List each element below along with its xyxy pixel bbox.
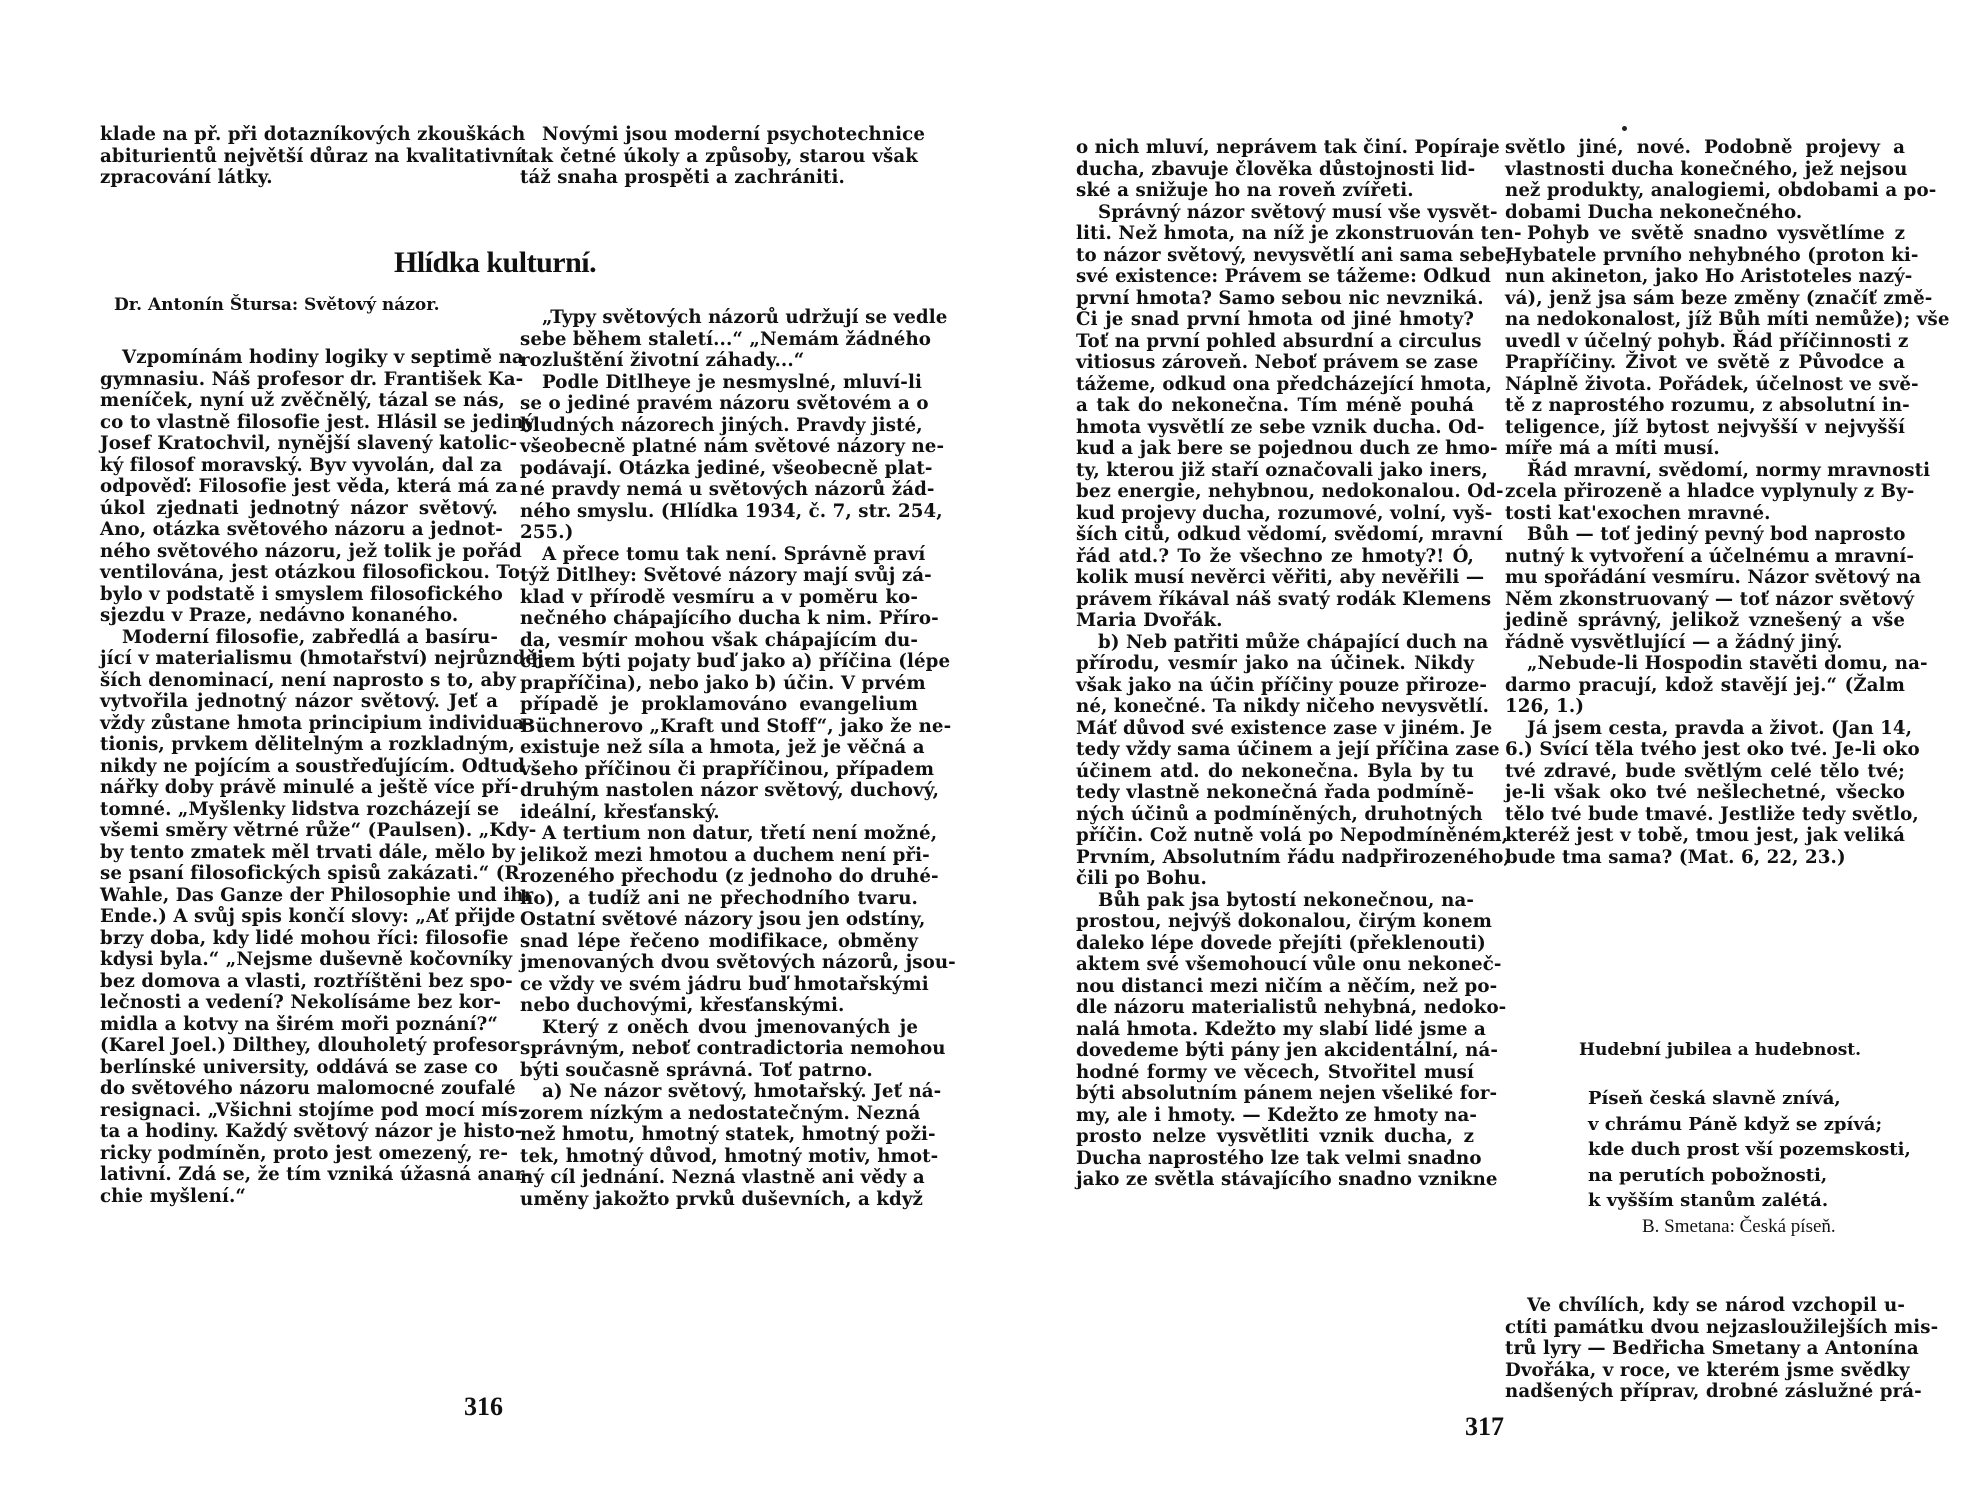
text-line: ricky podmíněn, proto jest omezený, re- [100,1142,509,1164]
text-line: Ende.) A svůj spis končí slovy: „Ať přijde [100,906,516,927]
text-line: tě z naprostého rozumu, z absolutní in- [1505,395,1910,416]
text-line: sjezdu v Praze, nedávno konaného. [100,605,459,626]
text-line: A přece tomu tak není. Správně praví [542,543,926,565]
paragraph [520,1081,942,1210]
text-line: tionis, prvkem dělitelným a rozkladným, [100,734,515,755]
text-line: prosto nelze vysvětliti vznik ducha, z [1076,1126,1474,1147]
text-line: (Karel Joel.) Dilthey, dlouholetý profesor [100,1035,520,1056]
text-line: zcela přirozeně a hladce vyplynuly z By- [1505,481,1915,502]
text-line: b) Neb patřiti může chápající duch na [1098,631,1489,653]
text-line: hodné formy ve věcech, Stvořitel musí [1076,1061,1474,1083]
text-line: klad v přírodě vesmíru a v poměru ko- [520,586,918,608]
paragraph [1076,137,1500,202]
text-line: darmo pracují, kdož stavějí jej.“ (Žalm [1505,674,1905,696]
text-line: bludných názorech jiných. Pravdy jisté, [520,414,923,436]
text-line: přírodu, vesmír jako na účinek. Nikdy [1076,653,1474,674]
paragraph [520,543,952,824]
text-line: sebe během staletí...“ „Nemám žádného [520,328,932,350]
paragraph [100,347,535,627]
paragraph [1505,717,1920,869]
text-line: týž Ditlhey: Světové názory mají svůj zá- [520,565,932,586]
paragraph [1076,201,1522,632]
text-line: lečnosti a vedení? Nekolísáme bez kor- [100,992,501,1013]
text-line: nutný k vytvoření a účelnému a mravní- [1505,545,1915,567]
text-line: nou distanci mezi ničím a něčím, než po- [1076,975,1498,997]
text-line: tedy vlastně nekonečná řada podmíně- [1076,782,1474,803]
text-line: Toť na první pohled absurdní a circulus [1076,330,1482,352]
text-line: to názor světový, nevysvětlí ani sama sebe, [1076,244,1513,266]
text-line: Či je snad první hmota od jiné hmoty? [1076,309,1474,330]
text-line: abiturientů největší důraz na kvalitativní [100,145,523,167]
text-line: Správný názor světový musí vše vysvět- [1098,201,1498,223]
scan-speck [1622,126,1627,131]
text-line: co to vlastně filosofie jest. Hlásil se jediný [100,411,535,433]
text-line: A tertium non datur, třetí není možné, [542,823,938,844]
paragraph [1505,459,1931,525]
text-line: vitiosus zároveň. Neboť právem se zase [1076,352,1479,373]
paragraph [1505,653,1928,718]
left-page-col2-top [520,124,925,189]
text-line: tek, hmotný důvod, hmotný motiv, hmot- [520,1145,939,1167]
text-line: by tento zmatek měl trvati dále, mělo by [100,841,516,863]
right-page-col2-body [1505,137,1950,868]
text-line: býti absolutním pánem nejen všeliké for- [1076,1083,1498,1104]
text-line: tomné. „Myšlenky lidstva rozcházejí se [100,798,500,820]
text-line: jelikož mezi hmotou a duchem není při- [520,844,930,866]
text-line: Wahle, Das Ganze der Philosophie und ihr [100,884,534,906]
text-line: Moderní filosofie, zabředlá a basíru- [122,626,498,648]
text-line: první hmota? Samo sebou nic nevzniká. [1076,287,1484,309]
text-line: Náplně života. Pořádek, účelnost ve svě- [1505,373,1919,395]
text-line: 6.) Svící těla tvého jest oko tvé. Je-li oko [1505,739,1920,760]
paragraph [520,371,945,544]
text-line: „Typy světových názorů udržují se vedle [542,307,948,328]
text-line: snad lépe řečeno modifikace, obměny [520,930,918,952]
paragraph [1505,223,1950,460]
text-line: aktem své všemohoucí vůle onu nekoneč- [1076,954,1502,975]
text-line: jedině správný, jelikož vznešený a vše [1505,610,1905,631]
text-line: správným, neboť contradictoria nemohou [520,1038,946,1059]
text-line: o nich mluví, neprávem tak činí. Popíraje [1076,137,1500,158]
text-line: gymnasiu. Náš profesor dr. František Ka- [100,368,524,390]
text-line: bez energie, nehybnou, nedokonalou. Od- [1076,481,1504,502]
text-line: mu spořádání vesmíru. Názor světový na [1505,567,1922,588]
text-line: brzy doba, kdy lidé mohou říci: filosofie [100,927,509,949]
text-line: míře má a míti musí. [1505,438,1720,459]
text-line: prostou, nejvýš dokonalou, čirým konem [1076,911,1492,932]
text-line: Já jsem cesta, pravda a život. (Jan 14, [1527,717,1913,739]
text-line: Bůh pak jsa bytostí nekonečnou, na- [1098,889,1474,911]
text-line: nečného chápajícího ducha k nim. Příro- [520,608,939,629]
paragraph [1076,631,1510,890]
text-line: Ostatní světové názory jsou jen odstíny, [520,909,926,930]
text-line: ventilována, jest otázkou filosofickou. To [100,562,521,583]
text-line: jmenovaných dvou světových názorů, jsou- [520,952,956,973]
text-line: Josef Kratochvil, nynější slavený katolic- [100,433,518,454]
text-line: chem býti pojaty buď jako a) příčina (lépe [520,651,951,672]
text-line: tážeme, odkud ona předcházející hmota, [1076,373,1493,395]
paragraph [520,307,948,372]
text-line: da, vesmír mohou však chápajícím du- [520,629,918,651]
text-line: kdysi byla.“ „Nejsme duševně kočovníky [100,949,513,970]
text-line: vždy zůstane hmota principium individua- [100,712,533,734]
text-line: né, konečné. Ta nikdy ničeho nevysvětlí. [1076,696,1490,717]
text-line: Novými jsou moderní psychotechnice [542,124,925,145]
text-line: své existence: Právem se tážeme: Odkud [1076,266,1491,287]
text-line: kteréž jest v tobě, tmou jest, jak veliká [1505,825,1905,846]
text-line: lativní. Zdá se, že tím vzniká úžasná anar- [100,1164,532,1185]
text-line: však jako na účin příčiny pouze přiroze- [1076,674,1488,696]
text-line: ký filosof moravský. Byv vyvolán, dal za [100,454,503,476]
text-line: Maria Dvořák. [1076,610,1223,631]
text-line: nadšených příprav, drobné záslužné prá- [1505,1381,1922,1402]
text-line: my, ale i hmoty. — Kdežto ze hmoty na- [1076,1104,1478,1126]
text-line: zpracování látky. [100,167,273,188]
text-line: uměny jakožto prvků duševních, a když [520,1188,923,1210]
text-line: než produkty, analogiemi, obdobami a po- [1505,180,1937,201]
text-line: ných účinů a podmíněných, druhotných [1076,803,1483,825]
text-line: existuje než síla a hmota, jež je věčná a [520,737,925,758]
page-number-left: 316 [464,1392,503,1421]
text-line: Vzpomínám hodiny logiky v septimě na [122,347,524,368]
text-line: příčin. Což nutně volá po Nepodmíněném, [1076,825,1509,846]
text-line: řádně vysvětlující — a žádný jiný. [1505,631,1843,653]
text-line: bude tma sama? (Mat. 6, 22, 23.) [1505,846,1846,868]
text-line: ného světového názoru, jež tolik je pořád [100,540,522,562]
text-line: kud a jak bere se pojednou duch ze hmo- [1076,438,1498,459]
text-line: daleko lépe dovede přejíti (překlenouti) [1076,932,1486,954]
text-line: Pohyb ve světě snadno vysvětlíme z [1527,223,1905,244]
text-line: než hmotu, hmotný statek, hmotný poži- [520,1124,936,1145]
paragraph [520,1016,946,1082]
text-line: se o jediné pravém názoru světovém a o [520,393,929,414]
text-line: midla a kotvy na širém moři poznání?“ [100,1013,498,1035]
text-line: ný cíl jednání. Nezná vlastně ani vědy a [520,1167,925,1188]
text-line: Hybatele prvního nehybného (proton ki- [1505,244,1919,266]
text-line: ducha, zbavuje člověka důstojnosti lid- [1076,158,1476,180]
text-line: trů lyry — Bedřicha Smetany a Antonína [1505,1338,1919,1359]
text-line: dle názoru materialistů nehybná, nedoko- [1076,997,1507,1018]
text-line: světlo jiné, nové. Podobně projevy a [1505,137,1905,158]
text-line: Prvním, Absolutním řádu nadpřirozeného, [1076,846,1510,868]
poem-line: na perutích pobožnosti, [1588,1164,1828,1186]
text-line: ce vždy ve svém jádru buď hmotařskými [520,973,929,995]
text-line: prapříčina), nebo jako b) účin. V prvém [520,672,926,694]
poem-line: v chrámu Páně když se zpívá; [1588,1113,1883,1135]
text-line: tvé zdravé, bude světlým celé tělo tvé; [1505,760,1905,782]
text-line: zorem nízkým a nedostatečným. Nezná [520,1102,921,1124]
text-line: Ducha naprostého lze tak velmi snadno [1076,1147,1482,1169]
text-line: jako ze světla stávajícího snadno vznikne [1076,1169,1498,1190]
text-line: 126, 1.) [1505,696,1585,717]
text-line: meníček, nyní už zvěčnělý, tázal se nás, [100,390,505,411]
text-line: býti současně správná. Toť patrno. [520,1059,873,1081]
text-line: Prapříčiny. Život ve světě z Původce a [1505,352,1905,373]
text-line: všeho příčinou či prapříčinou, případem [520,758,935,780]
text-line: podávají. Otázka jediné, všeobecně plat- [520,457,933,479]
text-line: tak četné úkoly a způsoby, starou však [520,145,918,167]
poem-line: k vyšším stanům zalétá. [1588,1190,1829,1211]
text-line: ších denominací, není naprosto s to, aby [100,669,516,691]
text-line: Který z oněch dvou jmenovaných je [542,1016,918,1038]
text-line: rozeného přechodu (z jednoho do druhé- [520,866,939,887]
text-line: nikdy ne pojícím a soustřeďujícím. Odtud [100,755,526,777]
text-line: resignaci. „Všichni stojíme pod mocí mís- [100,1099,526,1121]
text-line: druhým nastolen názor světový, duchový, [520,780,940,801]
text-line: ného smyslu. (Hlídka 1934, č. 7, str. 254, [520,500,943,522]
text-line: nářky doby právě minulé a ještě více pří- [100,777,519,798]
text-line: a) Ne názor světový, hmotařský. Jeť ná- [542,1081,942,1102]
text-line: uvedl v účelný pohyb. Řád příčinnosti z [1505,330,1909,352]
text-line: „Nebude-li Hospodin stavěti domu, na- [1527,653,1928,674]
text-line: berlínské university, oddává se zase co [100,1056,498,1078]
text-line: ské a snižuje ho na roveň zvířeti. [1076,180,1414,201]
text-line: řád atd.? To že všechno ze hmoty?! Ó, [1076,545,1474,567]
text-line: rozluštění životní záhady...“ [520,350,805,371]
text-line: ideální, křesťanský. [520,801,720,823]
text-line: bez domova a vlasti, roztříštěni bez spo- [100,970,513,992]
text-line: úkol zjednati jednotný názor světový. [100,497,498,519]
text-line: né pravdy nemá u světových názorů žád- [520,479,935,500]
poem-attribution: B. Smetana: Česká píseň. [1642,1215,1836,1237]
text-line: Máť důvod své existence zase v jiném. Je [1076,717,1493,739]
text-line: účinem atd. do nekonečna. Byla by tu [1076,760,1474,782]
right-page-col1-body [1076,137,1522,1191]
text-line: bylo v podstatě i smyslem filosofického [100,583,503,605]
text-line: klade na př. při dotazníkových zkouškách [100,124,526,145]
text-line: liti. Než hmota, na níž je zkonstruován ten- [1076,223,1522,244]
text-line: dobami Ducha nekonečného. [1505,201,1803,223]
text-line: případě je proklamováno evangelium [520,694,918,715]
subsection-title: Hudební jubilea a hudebnost. [1578,1040,1862,1060]
paragraph [520,823,956,1017]
text-line: a tak do nekonečna. Tím méně pouhá [1076,395,1474,416]
text-line: dovedeme býti pány jen akcidentální, ná- [1076,1040,1499,1061]
text-line: všeobecně platné nám světové názory ne- [520,436,945,457]
text-line: odpověď: Filosofie jest věda, která má za [100,476,518,497]
text-line: vlastnosti ducha konečného, jež nejsou [1505,158,1908,180]
text-line: vá), jenž jsa sám beze změny (značíť změ- [1505,287,1933,309]
text-line: Dvořáka, v roce, ve kterém jsme svědky [1505,1359,1910,1381]
paragraph [1076,889,1507,1191]
text-line: ctíti památku dvou nejzasloužilejších mis- [1505,1316,1939,1338]
text-line: teligence, jíž bytost nejvyšší v nejvyšší [1505,416,1905,438]
text-line: právem říkával náš svatý rodák Klemens [1076,588,1492,610]
section-title: Hlídka kulturní. [394,246,597,279]
text-line: 255.) [520,522,574,543]
text-line: ta a hodiny. Každý světový názor je histo- [100,1121,523,1142]
text-line: čili po Bohu. [1076,868,1207,889]
paragraph [1505,524,1922,653]
text-line: Podle Ditlheye je nesmyslné, mluví-li [542,371,922,393]
text-line: nalá hmota. Kdežto my slabí lidé jsme a [1076,1018,1486,1040]
text-line: vytvořila jednotný názor světový. Jeť a [100,691,498,712]
text-line: Ano, otázka světového názoru a jednot- [100,519,503,540]
text-line: táž snaha prospěti a zachrániti. [520,167,845,188]
text-line: tosti kat'exochen mravné. [1505,502,1771,524]
left-page-col2-body [520,307,956,1210]
left-page-col1-top [100,124,526,189]
text-line: tedy vždy sama účinem a její příčina zase [1076,739,1500,760]
text-line: ty, kterou již staří označovali jako iners, [1076,459,1488,481]
article-heading: Dr. Antonín Štursa: Světový názor. [114,295,440,315]
page-number-right: 317 [1465,1412,1504,1441]
text-line: nebo duchovými, křesťanskými. [520,995,845,1016]
text-line: Büchnerovo „Kraft und Stoff“, jako že ne- [520,715,952,737]
text-line: Řád mravní, svědomí, normy mravnosti [1527,459,1931,481]
text-line: Ve chvílích, kdy se národ vzchopil u- [1527,1295,1905,1316]
text-line: všemi směry větrné růže“ (Paulsen). „Kdy- [100,820,537,841]
text-line: ho), a tudíž ani ne přechodního tvaru. [520,887,918,909]
text-line: hmota vysvětlí ze sebe vznik ducha. Od- [1076,416,1485,438]
text-line: se psaní filosofických spisů zakázati.“ (R. [100,863,527,884]
text-line: jící v materialismu (hmotařství) nejrůznděj- [100,648,552,669]
text-line: na nedokonalost, jíž Bůh míti nemůže); vše [1505,309,1950,330]
text-line: kolik musí nevěrci věřiti, aby nevěřili — [1076,567,1485,588]
text-line: Něm zkonstruovaný — toť názor světový [1505,588,1915,610]
text-line: kud projevy ducha, rozumové, volní, vyš- [1076,502,1493,524]
text-line: chie myšlení.“ [100,1185,246,1207]
text-line: tělo tvé bude tmavé. Jestliže tedy světlo, [1505,803,1919,825]
text-line: je-li však oko tvé nešlechetné, všecko [1505,782,1905,803]
poem-line: kde duch prost vší pozemskosti, [1588,1139,1911,1160]
text-line: Bůh — toť jediný pevný bod naprosto [1527,524,1906,545]
text-line: ších citů, odkud vědomí, svědomí, mravní [1076,524,1503,545]
text-line: nun akineton, jako Ho Aristoteles nazý- [1505,266,1913,287]
text-line: do světového názoru malomocné zoufalé [100,1078,516,1099]
poem [1588,1086,1911,1239]
paragraph [1505,137,1937,223]
right-page-col2-tail [1505,1295,1939,1403]
paragraph [100,626,552,1208]
poem-line: Píseň česká slavně znívá, [1588,1088,1841,1109]
